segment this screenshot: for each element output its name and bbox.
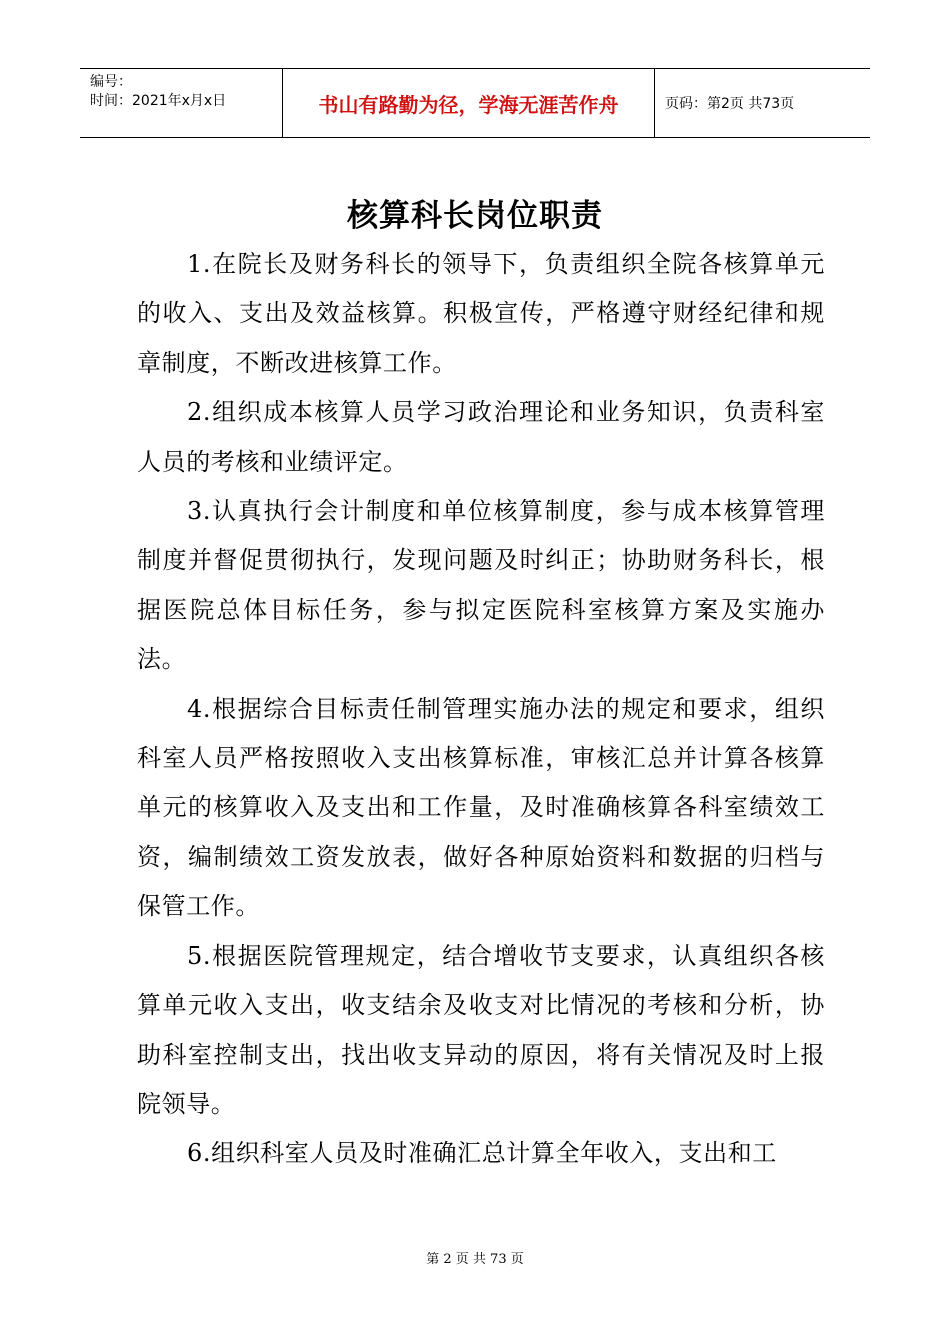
paragraph-1: 1.在院长及财务科长的领导下，负责组织全院各核算单元的收入、支出及效益核算。积极宣传，严格遵守财经纪律和规章制度，不断改进核算工作。 bbox=[137, 250, 825, 377]
header-page-info: 页码：第2页 共73页 bbox=[665, 96, 795, 112]
document-title: 核算科长岗位职责 bbox=[347, 198, 603, 234]
document-number-label: 编号： bbox=[90, 74, 132, 90]
document-header bbox=[80, 68, 870, 138]
header-motto: 书山有路勤为径，学海无涯苦作舟 bbox=[282, 69, 655, 137]
paragraph-3: 3.认真执行会计制度和单位核算制度，参与成本核算管理制度并督促贯彻执行，发现问题及时纠正；协助财务科长，根据医院总体目标任务，参与拟定医院科室核算方案及实施办法。 bbox=[137, 497, 825, 674]
header-meta-cell bbox=[80, 69, 282, 137]
paragraph-4: 4.根据综合目标责任制管理实施办法的规定和要求，组织科室人员严格按照收入支出核算标准，审核汇总并计算各核算单元的核算收入及支出和工作量，及时准确核算各科室绩效工资，编制绩效工资发放表，做好各种原始资料和数据的归档与保管工作。 bbox=[137, 694, 825, 921]
paragraph-5: 5.根据医院管理规定，结合增收节支要求，认真组织各核算单元收入支出，收支结余及收支对比情况的考核和分析，协助科室控制支出，找出收支异动的原因，将有关情况及时上报院领导。 bbox=[137, 941, 825, 1118]
paragraph-6: 6.组织科室人员及时准确汇总计算全年收入，支出和工 bbox=[187, 1139, 777, 1168]
paragraph-2: 2.组织成本核算人员学习政治理论和业务知识，负责科室人员的考核和业绩评定。 bbox=[137, 398, 825, 476]
document-date-label: 时间：2021年x月x日 bbox=[90, 93, 227, 109]
page-footer: 第 2 页 共 73 页 bbox=[426, 1252, 524, 1267]
document-body bbox=[137, 240, 825, 1179]
